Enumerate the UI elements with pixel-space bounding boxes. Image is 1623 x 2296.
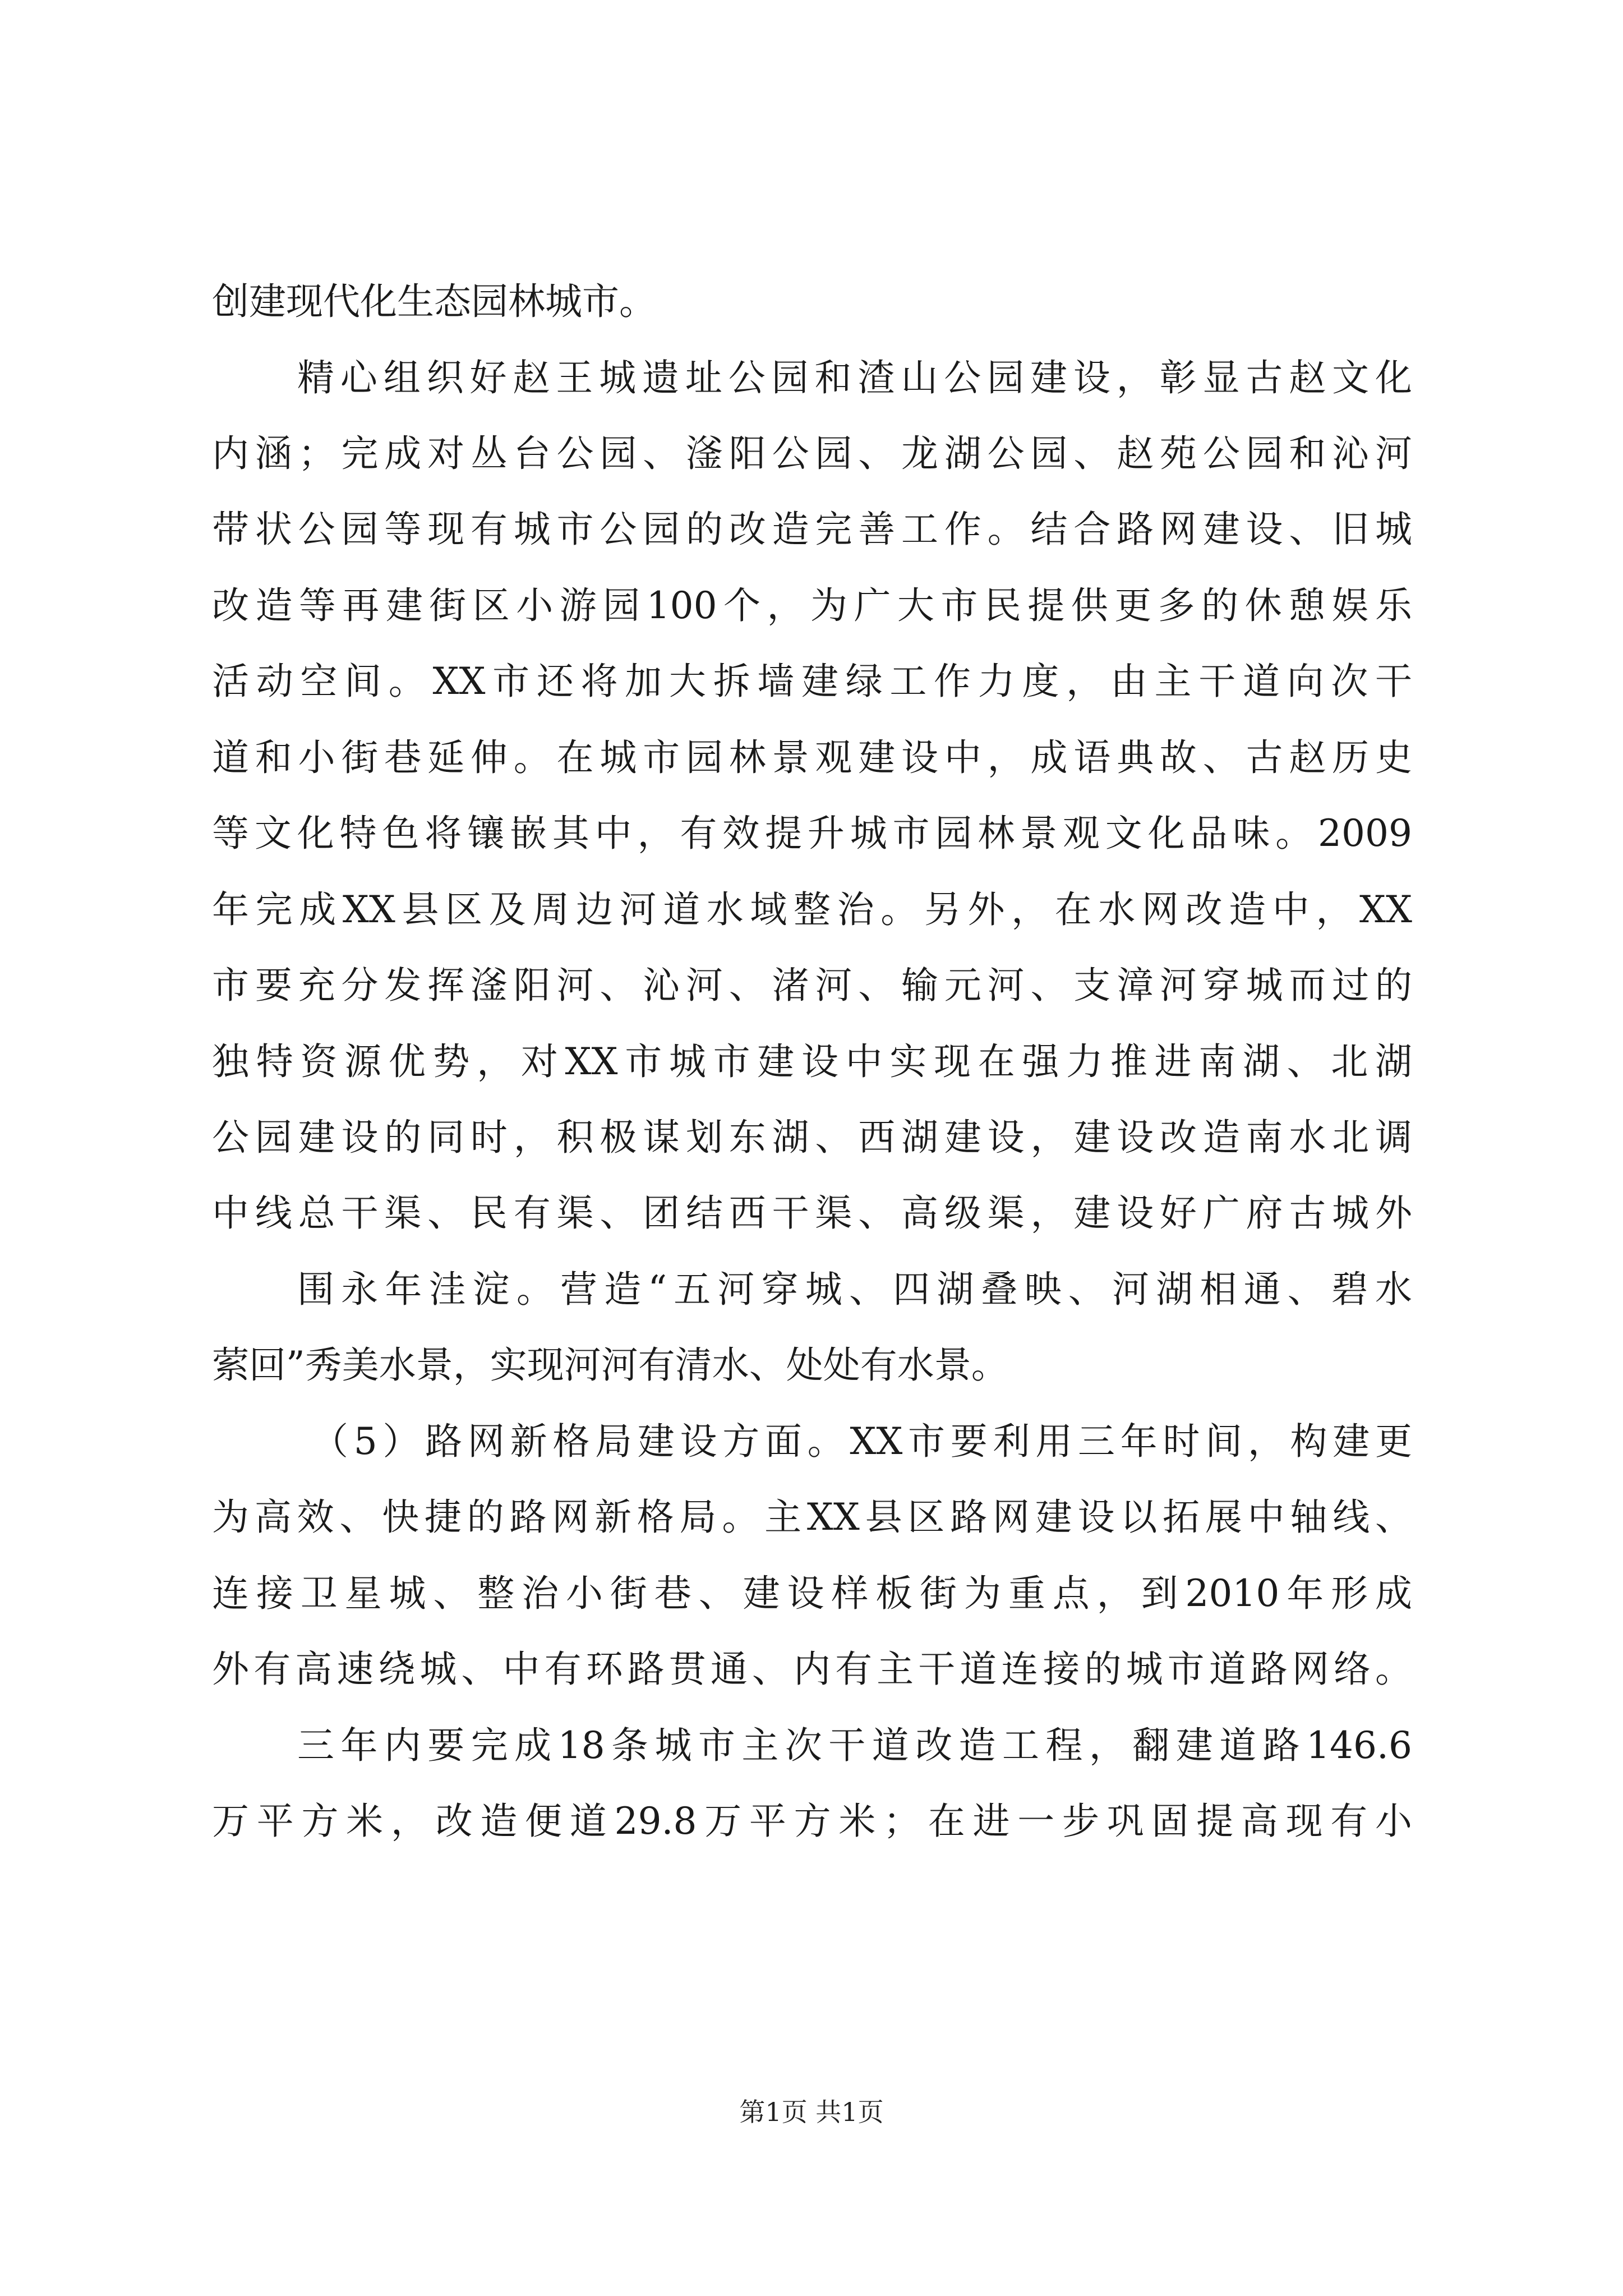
- text-line: 独特资源优势，对XX市城市建设中实现在强力推进南湖、北湖: [212, 1040, 1412, 1083]
- text-line: 公园建设的同时，积极谋划东湖、西湖建设，建设改造南水北调: [212, 1116, 1412, 1159]
- text-line: 连接卫星城、整治小街巷、建设样板街为重点，到2010年形成: [212, 1572, 1412, 1615]
- text-line: 等文化特色将镶嵌其中，有效提升城市园林景观文化品味。2009: [212, 812, 1412, 855]
- text-line: 活动空间。XX市还将加大拆墙建绿工作力度，由主干道向次干: [212, 660, 1412, 703]
- text-line: （5）路网新格局建设方面。XX市要利用三年时间，构建更: [311, 1420, 1412, 1463]
- text-line: 外有高速绕城、中有环路贯通、内有主干道连接的城市道路网络。: [212, 1648, 1412, 1691]
- text-line: 万平方米，改造便道29.8万平方米；在进一步巩固提高现有小: [212, 1800, 1412, 1843]
- text-line: 带状公园等现有城市公园的改造完善工作。结合路网建设、旧城: [212, 508, 1412, 551]
- text-line: 道和小街巷延伸。在城市园林景观建设中，成语典故、古赵历史: [212, 736, 1412, 779]
- text-line: 内涵；完成对丛台公园、滏阳公园、龙湖公园、赵苑公园和沁河: [212, 432, 1412, 475]
- text-line: 创建现代化生态园林城市。: [212, 280, 656, 323]
- text-line: 三年内要完成18条城市主次干道改造工程，翻建道路146.6: [297, 1724, 1412, 1767]
- text-line: 围永年洼淀。营造“五河穿城、四湖叠映、河湖相通、碧水: [297, 1268, 1412, 1311]
- page-footer: 第1页 共1页: [739, 2097, 884, 2127]
- text-line: 精心组织好赵王城遗址公园和渣山公园建设，彰显古赵文化: [297, 356, 1412, 399]
- text-line: 年完成XX县区及周边河道水域整治。另外，在水网改造中，XX: [212, 888, 1412, 931]
- text-line: 中线总干渠、民有渠、团结西干渠、高级渠，建设好广府古城外: [212, 1191, 1412, 1235]
- text-line: 萦回”秀美水景，实现河河有清水、处处有水景。: [212, 1343, 1008, 1387]
- text-line: 为高效、快捷的路网新格局。主XX县区路网建设以拓展中轴线、: [212, 1496, 1412, 1539]
- text-line: 改造等再建街区小游园100个，为广大市民提供更多的休憩娱乐: [212, 584, 1412, 627]
- text-line: 市要充分发挥滏阳河、沁河、渚河、输元河、支漳河穿城而过的: [212, 964, 1412, 1007]
